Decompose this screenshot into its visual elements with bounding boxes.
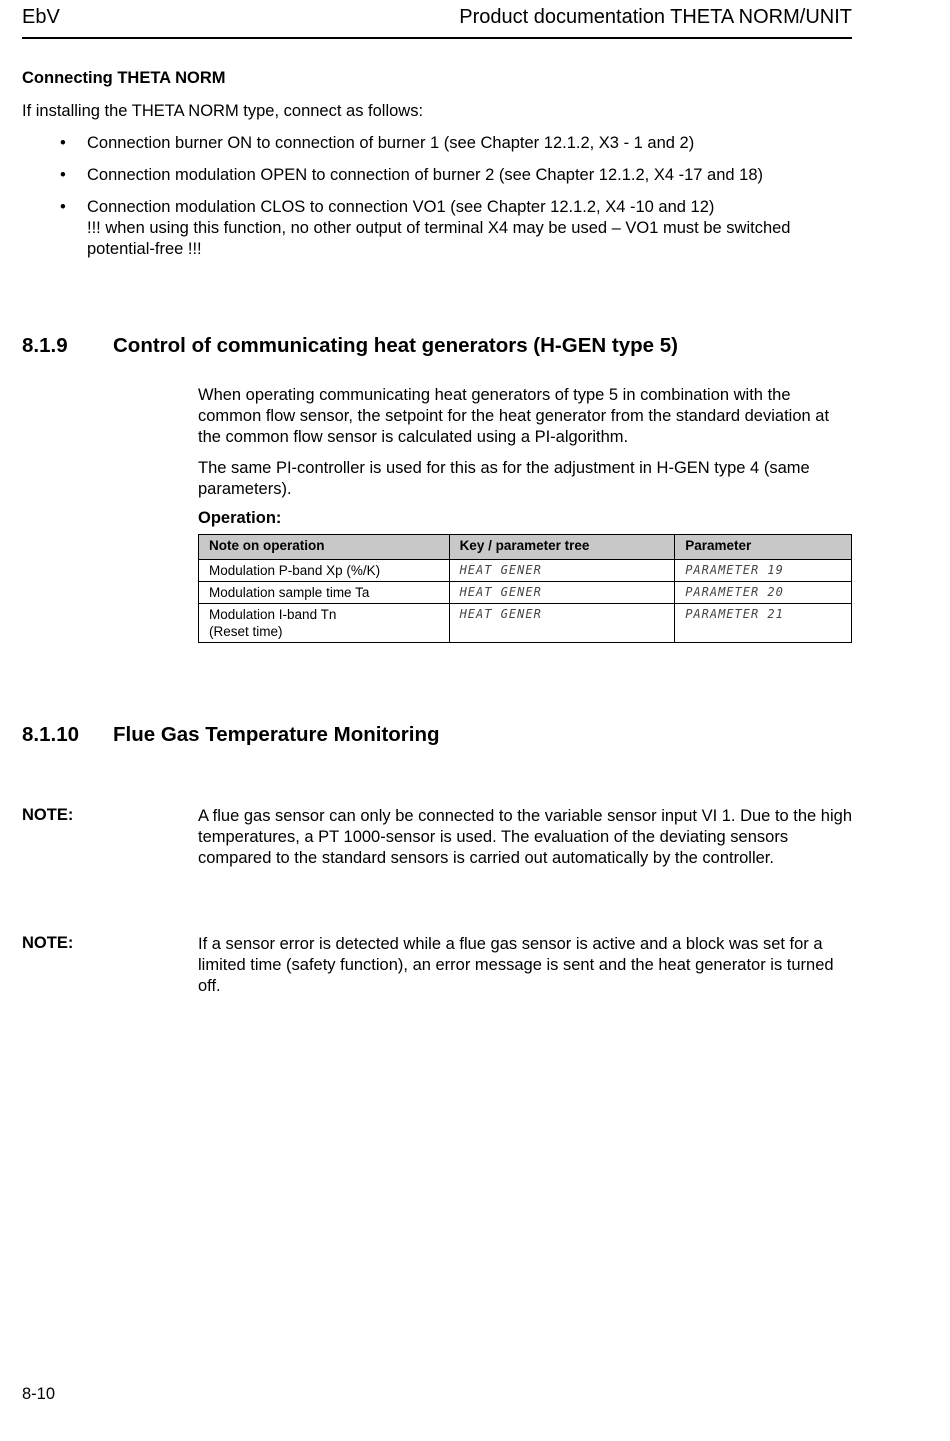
note-label: NOTE: (22, 934, 74, 952)
note-text: A flue gas sensor can only be connected to the variable sensor input VI 1. Due to the high temperatures, a PT 1000-sensor is used. The evaluation of the deviating sensors compared to the standard sensors is carried out automatically by the controller. (198, 807, 853, 867)
page-number: 8-10 (22, 1385, 56, 1403)
connecting-title: Connecting THETA NORM (22, 69, 226, 87)
column-header: Note on operation (199, 535, 450, 560)
table-cell-text-extra: (Reset time) (209, 624, 283, 639)
warning-text-line-2: potential-free !!! (87, 240, 202, 258)
connecting-intro: If installing the THETA NORM type, connect as follows: (22, 102, 424, 120)
table-cell (199, 604, 450, 643)
table-cell-lcd: PARAMETER 20 (675, 582, 852, 604)
section-title: Control of communicating heat generators (H-GEN type 5) (113, 334, 678, 357)
table-cell-lcd: HEAT GENER (449, 582, 675, 604)
operation-table (198, 534, 852, 643)
bullet-icon: • (60, 134, 66, 152)
note-label: NOTE: (22, 806, 74, 824)
column-header: Key / parameter tree (449, 535, 675, 560)
bullet-icon: • (60, 198, 66, 216)
section-number: 8.1.10 (22, 723, 79, 746)
note-text: If a sensor error is detected while a flue gas sensor is active and a block was set for a limited time (safety function), an error message is sent and the heat generator is turned off. (198, 935, 834, 995)
table-row (199, 604, 852, 643)
list-item-text: Connection modulation CLOS to connection VO1 (see Chapter 12.1.2, X4 -10 and 12) (87, 198, 715, 216)
section-body (198, 385, 853, 539)
connection-list (60, 133, 860, 271)
list-item (60, 133, 860, 154)
header-document-title: Product documentation THETA NORM/UNIT (459, 6, 852, 28)
table-cell-lcd: HEAT GENER (449, 560, 675, 582)
list-item-text: Connection burner ON to connection of burner 1 (see Chapter 12.1.2, X3 - 1 and 2) (87, 134, 695, 152)
header-rule (22, 37, 852, 39)
table-header-row (199, 535, 852, 560)
section-title: Flue Gas Temperature Monitoring (113, 723, 440, 746)
bullet-icon: • (60, 166, 66, 184)
list-item (60, 197, 860, 260)
list-item-text: Connection modulation OPEN to connection of burner 2 (see Chapter 12.1.2, X4 -17 and 18) (87, 166, 764, 184)
table-cell: Modulation P-band Xp (%/K) (199, 560, 450, 582)
table-cell-lcd: HEAT GENER (449, 604, 675, 643)
warning-text-line-1: !!! when using this function, no other output of terminal X4 may be used – VO1 must be switched (87, 219, 791, 237)
table-row (199, 560, 852, 582)
table-cell-lcd: PARAMETER 21 (675, 604, 852, 643)
paragraph: The same PI-controller is used for this as for the adjustment in H-GEN type 4 (same parameters). (198, 459, 810, 498)
header-company: EbV (22, 6, 60, 28)
section-number: 8.1.9 (22, 334, 68, 357)
operation-label: Operation: (198, 509, 282, 527)
paragraph: When operating communicating heat generators of type 5 in combination with the common flow sensor, the setpoint for the heat generator from the standard deviation at the common flow sensor is calculated using a PI-algorithm. (198, 386, 830, 446)
table-cell: Modulation sample time Ta (199, 582, 450, 604)
table-cell-lcd: PARAMETER 19 (675, 560, 852, 582)
table-cell-text: Modulation I-band Tn (209, 607, 337, 622)
column-header: Parameter (675, 535, 852, 560)
list-item (60, 165, 860, 186)
table-row (199, 582, 852, 604)
